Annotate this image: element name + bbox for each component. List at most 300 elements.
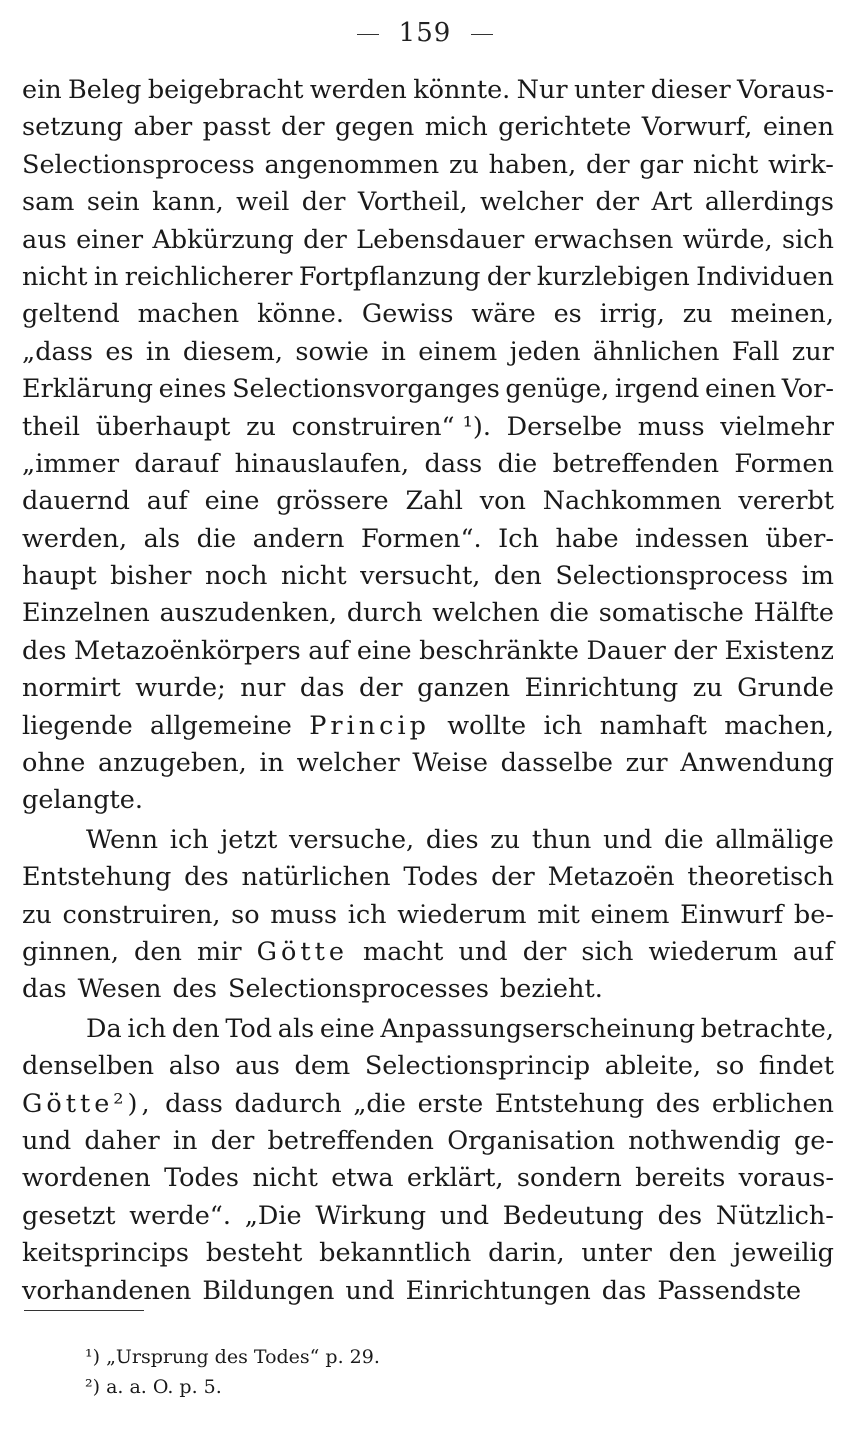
text-line [22,822,834,859]
word: reichlicherer [124,261,293,292]
word: könnte. [413,75,511,105]
word: allmälige [715,824,834,855]
text-line [22,1235,834,1272]
word: sich [782,224,834,255]
word: bisher [110,561,192,592]
word: zur [791,336,834,367]
word: hinauslaufen, [234,448,410,479]
word: wiederum [397,899,527,930]
word: dasselbe [500,748,613,779]
word: Vortheil, [357,187,468,218]
word: machen [137,299,240,330]
word: betreffenden [267,1125,434,1156]
word: einem [590,899,670,930]
word: ginnen, [22,936,119,967]
word: voraus- [738,1163,834,1194]
word: unter [573,75,645,105]
word: allerdings [704,187,834,218]
word: thun [531,824,592,855]
word: Todes [164,1163,239,1194]
word: die [549,598,589,629]
word: in [172,1125,198,1156]
word: der [303,224,347,255]
word: des [657,1200,703,1231]
word: machen, [724,710,834,741]
text-line [22,1273,834,1310]
word: Voraus- [737,75,834,105]
word: andern [252,523,345,554]
word: dass [424,448,483,479]
word: Vor- [781,374,834,405]
word: vorhandenen [22,1275,192,1306]
text-line [22,259,834,296]
text-line [22,1011,834,1048]
word: ein [22,75,62,105]
page-number: 159 [398,18,452,48]
word: dadurch [234,1088,342,1119]
word: theoretisch [687,862,834,893]
text-line [22,109,834,146]
word: jeweilig [733,1238,834,1269]
word: wollte [447,710,527,741]
word: construiren“ ¹). [291,411,491,442]
word: jeden [509,336,581,367]
word: „dass [22,336,93,367]
word: daher [84,1125,160,1156]
word: den [668,1238,717,1269]
word: Derselbe [506,411,623,442]
word: setzung [22,112,124,143]
word: theil [22,411,81,442]
word: auf [308,635,350,666]
footnote-1: ¹) „Ursprung des Todes“ p. 29. [85,1346,380,1368]
word: der [210,1125,255,1156]
word: zu [692,673,723,704]
word: ableite, [604,1051,702,1082]
word: beigebracht [147,75,304,105]
word: sich [581,936,634,967]
word: durch [346,598,423,629]
word: nicht [252,1163,318,1194]
word: muss [637,411,705,442]
word: welcher [480,187,584,218]
text-line [22,184,834,221]
word: der [595,187,640,218]
word: sowie [295,336,369,367]
text-line [22,670,834,707]
word: ganzen [417,673,511,704]
word: Wirkung [315,1200,427,1231]
word: welcher [296,748,400,779]
word: werden [309,75,407,105]
word: anzugeben, [97,748,247,779]
word: etwa [331,1163,394,1194]
word: Organisation [447,1125,615,1156]
word: sondern [516,1163,622,1194]
word: der [673,635,717,666]
word: namhaft [599,710,707,741]
word: des [655,1088,701,1119]
word: dieser [650,75,731,105]
word: den [171,1013,220,1044]
word: die [497,448,538,479]
paragraph [22,1011,834,1310]
word: meinen, [730,299,834,330]
text-line [22,1086,834,1123]
word: der [585,149,630,180]
word: haben, [488,149,577,180]
text-line [22,521,834,558]
word: Einwurf [680,899,784,930]
word: so [231,899,260,930]
word: Selectionsprincip [364,1051,591,1082]
word: auszudenken, [159,598,338,629]
word: betrachte, [700,1013,834,1044]
word: betreffenden [552,448,720,479]
text-line [22,446,834,483]
word: ge- [793,1125,834,1156]
word: ich [347,899,387,930]
text-line [22,72,834,109]
word: einen [762,112,834,143]
word: „die [353,1088,406,1119]
word: Entstehung [22,862,172,893]
word: zu [490,824,521,855]
word: wordenen [22,1163,151,1194]
word: versuche, [289,824,415,855]
word: würde, [682,224,773,255]
word: es [105,336,134,367]
word: überhaupt [95,411,231,442]
text-line [22,633,834,670]
word: bekanntlich [319,1238,472,1269]
footnote-2: ²) a. a. O. p. 5. [85,1376,222,1398]
word: dies [425,824,479,855]
word: passt [202,112,271,143]
word: Einrichtung [524,673,679,704]
word: und [22,1125,72,1156]
word: in [259,748,285,779]
word: der [486,261,531,292]
word: einen [704,374,777,405]
word: mich [424,112,488,143]
footnote-divider [24,1310,144,1311]
text-line [22,782,834,819]
word: Formen“. [360,523,482,554]
page-header [0,18,850,48]
word: liegende [22,710,133,741]
word: Grunde [737,673,834,704]
word: haupt [22,561,97,592]
word: Existenz [724,635,834,666]
text-line [22,708,834,745]
word: dass [165,1088,223,1119]
word: gar [639,149,684,180]
text-line [22,296,834,333]
text-line [22,1198,834,1235]
text-line [22,595,834,632]
word: natürlichen [241,862,391,893]
text-line [22,334,834,371]
text-line [22,147,834,184]
word: Lebensdauer [356,224,525,255]
word: von [479,486,526,517]
word: das [601,1275,647,1306]
word: die [196,523,237,554]
word: gelangte. [22,785,143,816]
word: Einzelnen [22,598,150,629]
word: nur [240,673,286,704]
word: Selectionsprocesses [227,974,489,1005]
word: bezieht. [499,974,603,1005]
word: erblichen [711,1088,834,1119]
word: eine [204,486,260,517]
word: Weise [412,748,488,779]
word: die [663,824,704,855]
word: genüge, [505,374,610,405]
word: Bedeutung [502,1200,644,1231]
word: ich [169,824,209,855]
word: in [93,261,119,292]
word: erste [417,1088,484,1119]
word: auf [146,486,188,517]
word: besteht [205,1238,303,1269]
word: Metazoënkörpers [74,635,301,666]
word: den [134,936,182,967]
word: im [801,561,834,592]
word: vererbt [738,486,834,517]
word: keitsprincips [22,1238,189,1269]
word: nothwendig [628,1125,781,1156]
word: es [553,299,582,330]
word: Abkürzung [152,224,294,255]
text-line [22,859,834,896]
word: Metazoën [547,862,675,893]
text-line [22,1123,834,1160]
word: Art [651,187,693,218]
word: Zahl [405,486,463,517]
word: kann, [152,187,224,218]
word: eine [319,1013,375,1044]
word: sam [22,187,75,218]
word: aus [22,224,67,255]
word: indessen [635,523,749,554]
word: somatische [598,598,744,629]
word: wiederum [648,936,778,967]
word: macht [363,936,444,967]
word: könne. [257,299,344,330]
word: Nur [516,75,568,105]
word: Beleg [68,75,142,105]
word: Princip [309,710,430,741]
word: zu [246,411,276,442]
word: be- [793,899,834,930]
word: Vorwurf, [641,112,753,143]
word: zur [625,748,668,779]
word: und [603,824,653,855]
text-line [22,934,834,971]
word: Nützlich- [715,1200,834,1231]
word: als [277,1013,315,1044]
word: also [168,1051,221,1082]
word: normirt [22,673,121,704]
word: geltend [22,299,120,330]
text-line [22,1048,834,1085]
word: Anpassungserscheinung [380,1013,696,1044]
word: unter [581,1238,652,1269]
word: weil [236,187,290,218]
word: Erklärung [22,374,153,405]
word: Selectionsprocess [555,561,789,592]
word: Götte [256,936,348,967]
text-line [22,971,834,1008]
word: Da [86,1013,122,1044]
word: zu [449,149,479,180]
word: ich [127,1013,167,1044]
word: einer [76,224,144,255]
word: erklärt, [406,1163,504,1194]
word: bereits [635,1163,726,1194]
word: der [359,673,403,704]
word: das [22,974,67,1005]
word: werden, [22,523,128,554]
word: Anwendung [680,748,834,779]
word: über- [765,523,834,554]
word: Formen [734,448,834,479]
word: Gewiss [361,299,454,330]
word: dauernd [22,486,130,517]
word: und [439,1200,490,1231]
word: gesetzt [22,1200,116,1231]
word: aus [235,1051,280,1082]
word: construiren, [62,899,221,930]
word: Bildungen [202,1275,335,1306]
word: mir [196,936,242,967]
word: denselben [22,1051,155,1082]
word: irgend [614,374,700,405]
word: ähnlichen [592,336,720,367]
text-line [22,222,834,259]
word: und [458,936,508,967]
word: Dauer [586,635,666,666]
word: Fall [731,336,780,367]
word: muss [270,899,338,930]
word: mit [537,899,580,930]
word: der [491,862,535,893]
word: ohne [22,748,86,779]
word: Wenn [86,824,159,855]
word: nicht [22,261,88,292]
word: Selectionsvorganges [232,374,500,405]
text-line [22,1160,834,1197]
word: welchen [432,598,540,629]
text-line [22,409,834,446]
word: ich [543,710,583,741]
word: gegen [335,112,415,143]
word: Hälfte [753,598,834,629]
word: Todes [403,862,479,893]
word: darin, [488,1238,565,1269]
word: Entstehung [494,1088,645,1119]
word: auf [792,936,834,967]
word: versucht, [360,561,481,592]
text-line [22,558,834,595]
word: findet [758,1051,834,1082]
word: beschränkte [419,635,579,666]
word: diesem, [182,336,283,367]
word: Einrichtungen [405,1275,591,1306]
word: gerichtete [498,112,632,143]
text-line [22,897,834,934]
word: darauf [134,448,220,479]
word: allgemeine [150,710,292,741]
word: erwachsen [533,224,674,255]
header-dash-right [471,34,493,35]
word: Selectionsprocess [22,149,255,180]
word: jetzt [220,824,278,855]
word: eines [158,374,227,405]
word: des [22,635,67,666]
word: Fortpflanzung [298,261,481,292]
word: in [145,336,171,367]
text-line [22,483,834,520]
word: in [381,336,406,367]
word: habe [555,523,619,554]
word: Passendste [657,1275,802,1306]
word: Individuen [696,261,834,292]
word: als [143,523,181,554]
word: wurde; [135,673,226,704]
word: noch [205,561,268,592]
word: werde“. [129,1200,231,1231]
word: Tod [225,1013,273,1044]
word: Wesen [77,974,162,1005]
word: der [301,187,346,218]
word: des [172,974,217,1005]
word: wäre [471,299,536,330]
word: sein [86,187,140,218]
header-dash-left [357,34,379,35]
word: Ich [498,523,539,554]
body-text [22,72,834,1310]
word: aber [133,112,193,143]
word: so [715,1051,745,1082]
word: das [299,673,345,704]
word: der [281,112,325,143]
text-line [22,371,834,408]
word: zu [22,899,52,930]
word: irrig, [599,299,665,330]
word: Nachkommen [542,486,722,517]
word: „immer [22,448,120,479]
word: nicht [281,561,347,592]
word: eine [356,635,412,666]
word: kurzlebigen [536,261,690,292]
word: angenommen [264,149,440,180]
word: und [345,1275,395,1306]
text-line [22,745,834,782]
word: des [184,862,229,893]
word: vielmehr [720,411,834,442]
paragraph [22,822,834,1009]
word: zu [682,299,713,330]
word: den [493,561,542,592]
word: Götte²), [22,1088,154,1119]
word: grössere [276,486,389,517]
word: der [522,936,567,967]
word: „Die [244,1200,302,1231]
word: nicht [692,149,759,180]
